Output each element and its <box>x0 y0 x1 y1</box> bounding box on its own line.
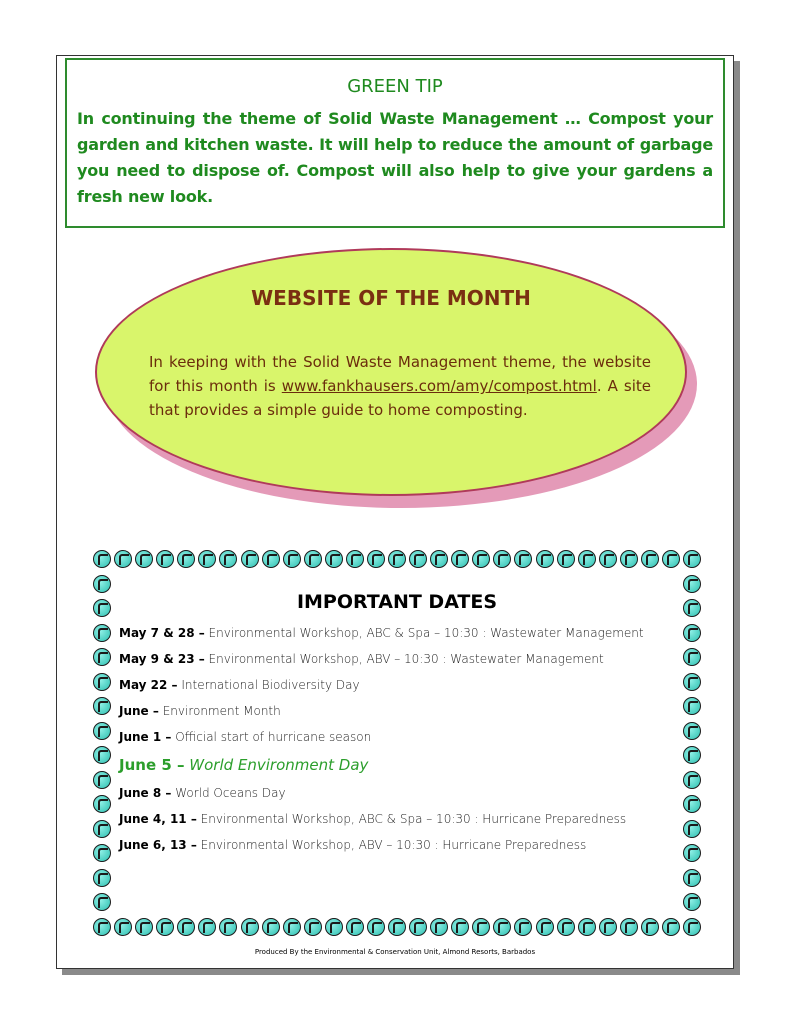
globe-icon <box>514 550 532 568</box>
date-label: May 7 & 28 – <box>119 626 205 640</box>
globe-icon <box>430 550 448 568</box>
website-of-month <box>95 248 693 504</box>
website-ellipse <box>95 248 687 496</box>
globe-icon <box>599 918 617 936</box>
globe-icon <box>93 918 111 936</box>
globe-icon <box>620 918 638 936</box>
globe-icon <box>198 550 216 568</box>
date-label: May 9 & 23 – <box>119 652 205 666</box>
globe-icon <box>93 820 111 838</box>
globe-icon <box>241 550 259 568</box>
globe-icon <box>641 550 659 568</box>
website-body <box>149 350 651 422</box>
globe-icon <box>683 820 701 838</box>
date-desc: World Environment Day <box>184 756 369 774</box>
globe-icon <box>219 918 237 936</box>
globe-icon <box>683 869 701 887</box>
globe-icon <box>93 624 111 642</box>
globe-icon <box>409 918 427 936</box>
date-desc: Environment Month <box>158 704 281 718</box>
globe-icon <box>93 746 111 764</box>
important-dates-list <box>119 624 679 862</box>
globe-icon <box>536 550 554 568</box>
date-item <box>119 702 679 728</box>
globe-icon <box>683 771 701 789</box>
globe-icon <box>683 722 701 740</box>
date-item-highlight <box>119 754 679 784</box>
website-intro: In keeping with the Solid Waste Management theme, the website for this month is <box>149 353 651 395</box>
globe-icon <box>177 550 195 568</box>
globe-icon <box>93 844 111 862</box>
globe-icon <box>135 918 153 936</box>
website-link[interactable]: www.fankhausers.com/amy/compost.html <box>281 377 597 395</box>
globe-icon <box>346 550 364 568</box>
globe-icon <box>472 918 490 936</box>
date-label: June – <box>119 704 159 718</box>
globe-icon <box>93 697 111 715</box>
globe-icon <box>219 550 237 568</box>
globe-icon <box>493 550 511 568</box>
globe-icon <box>683 844 701 862</box>
date-desc: Environmental Workshop, ABV – 10:30 : Wastewater Management <box>204 652 604 666</box>
globe-icon <box>93 648 111 666</box>
globe-icon <box>683 893 701 911</box>
date-label: June 1 – <box>119 730 172 744</box>
globe-icon <box>388 550 406 568</box>
globe-icon <box>241 918 259 936</box>
date-desc: Environmental Workshop, ABV – 10:30 : Hurricane Preparedness <box>196 838 587 852</box>
globe-icon <box>451 550 469 568</box>
globe-icon <box>93 893 111 911</box>
date-desc: Environmental Workshop, ABC & Spa – 10:30 : Wastewater Management <box>204 626 644 640</box>
website-outro: . A site that provides a simple guide to home composting. <box>149 377 651 419</box>
globe-icon <box>156 918 174 936</box>
globe-icon <box>493 918 511 936</box>
date-label: June 5 – <box>119 756 185 774</box>
globe-icon <box>409 550 427 568</box>
globe-icon <box>283 918 301 936</box>
date-desc: World Oceans Day <box>171 786 286 800</box>
date-label: June 8 – <box>119 786 172 800</box>
globe-icon <box>93 673 111 691</box>
green-tip-box <box>65 58 725 228</box>
green-tip-title: GREEN TIP <box>347 76 443 97</box>
globe-icon <box>325 918 343 936</box>
globe-icon <box>683 697 701 715</box>
globe-icon <box>93 722 111 740</box>
globe-icon <box>472 550 490 568</box>
date-item <box>119 836 679 862</box>
globe-icon <box>683 673 701 691</box>
globe-icon <box>114 918 132 936</box>
globe-icon <box>641 918 659 936</box>
globe-icon <box>683 575 701 593</box>
globe-icon <box>451 918 469 936</box>
footer-credit: Produced By the Environmental & Conservation Unit, Almond Resorts, Barbados <box>254 948 536 956</box>
globe-icon <box>683 550 701 568</box>
globe-icon <box>557 918 575 936</box>
globe-icon <box>346 918 364 936</box>
globe-icon <box>662 918 680 936</box>
globe-icon <box>683 648 701 666</box>
globe-icon <box>262 550 280 568</box>
globe-icon <box>683 918 701 936</box>
globe-icon <box>578 918 596 936</box>
globe-icon <box>578 550 596 568</box>
date-label: June 4, 11 – <box>119 812 197 826</box>
globe-icon <box>283 550 301 568</box>
globe-icon <box>599 550 617 568</box>
date-item <box>119 650 679 676</box>
globe-icon <box>367 918 385 936</box>
globe-icon <box>557 550 575 568</box>
globe-icon <box>388 918 406 936</box>
globe-icon <box>198 918 216 936</box>
date-item <box>119 810 679 836</box>
globe-icon <box>93 869 111 887</box>
globe-icon <box>683 746 701 764</box>
newsletter-page <box>56 55 734 969</box>
globe-icon <box>325 550 343 568</box>
globe-icon <box>114 550 132 568</box>
globe-icon <box>93 575 111 593</box>
globe-icon <box>135 550 153 568</box>
date-label: June 6, 13 – <box>119 838 197 852</box>
globe-icon <box>430 918 448 936</box>
important-dates-title: IMPORTANT DATES <box>296 591 498 613</box>
website-title: WEBSITE OF THE MONTH <box>251 286 531 310</box>
globe-icon <box>156 550 174 568</box>
globe-icon <box>304 918 322 936</box>
date-item <box>119 676 679 702</box>
date-desc: International Biodiversity Day <box>177 678 360 692</box>
date-item <box>119 784 679 810</box>
globe-icon <box>620 550 638 568</box>
globe-icon <box>683 624 701 642</box>
globe-icon <box>177 918 195 936</box>
date-item <box>119 624 679 650</box>
globe-icon <box>514 918 532 936</box>
globe-icon <box>93 771 111 789</box>
globe-icon <box>683 795 701 813</box>
green-tip-body: In continuing the theme of Solid Waste Management … Compost your garden and kitchen waste. It will help to reduce the amount of garbage you need to dispose of. Compost will also help to give your gardens a fresh new look. <box>77 109 713 206</box>
date-desc: Official start of hurricane season <box>171 730 372 744</box>
globe-icon <box>93 550 111 568</box>
globe-icon <box>304 550 322 568</box>
date-item <box>119 728 679 754</box>
date-label: May 22 – <box>119 678 178 692</box>
globe-icon <box>662 550 680 568</box>
globe-icon <box>262 918 280 936</box>
date-desc: Environmental Workshop, ABC & Spa – 10:30 : Hurricane Preparedness <box>196 812 627 826</box>
globe-icon <box>367 550 385 568</box>
globe-icon <box>93 795 111 813</box>
globe-icon <box>536 918 554 936</box>
